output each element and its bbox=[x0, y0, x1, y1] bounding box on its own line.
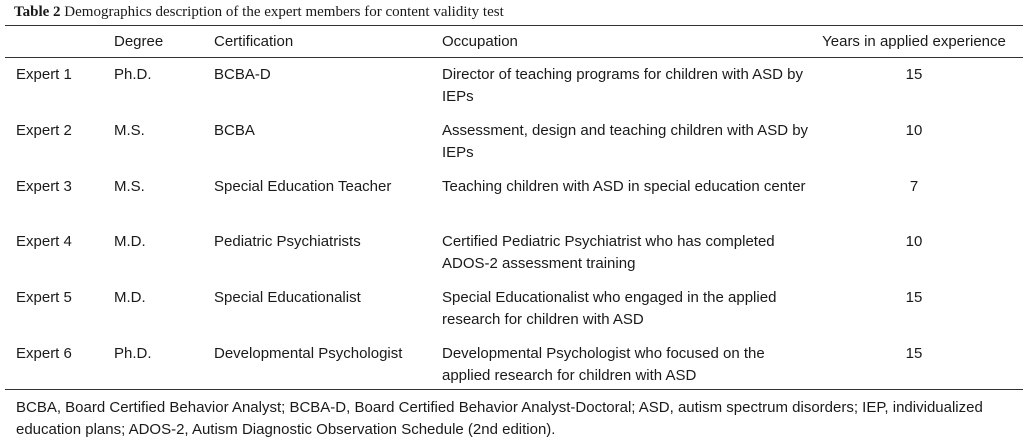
certification-cell: BCBA-D bbox=[214, 66, 271, 83]
expert-cell: Expert 2 bbox=[16, 122, 72, 139]
header-years: Years in applied experience bbox=[822, 33, 1006, 50]
header-degree: Degree bbox=[114, 33, 164, 50]
expert-cell: Expert 4 bbox=[16, 233, 72, 250]
table-footnote: BCBA, Board Certified Behavior Analyst; BCBA-D, Board Certified Behavior Analyst-Doctoral; ASD, autism spectrum disorders; IEP, individualized education plans; ADOS-2, Autism Diagnostic Observation Schedule (2nd edition). bbox=[16, 399, 983, 438]
years-cell: 10 bbox=[905, 122, 923, 139]
top-rule bbox=[5, 25, 1023, 26]
certification-cell: Pediatric Psychiatrists bbox=[214, 233, 361, 250]
years-cell: 15 bbox=[905, 289, 923, 306]
certification-cell: Special Education Teacher bbox=[214, 178, 392, 195]
years-cell: 10 bbox=[905, 233, 923, 250]
table-caption bbox=[14, 3, 504, 21]
years-cell: 7 bbox=[909, 178, 919, 195]
occupation-cell: Developmental Psychologist who focused on the applied research for children with ASD bbox=[442, 345, 765, 384]
header-rule bbox=[5, 57, 1023, 58]
header-certification: Certification bbox=[214, 33, 294, 50]
expert-cell: Expert 5 bbox=[16, 289, 72, 306]
certification-cell: Developmental Psychologist bbox=[214, 345, 403, 362]
occupation-cell: Teaching children with ASD in special education center bbox=[442, 178, 806, 195]
table-number: Table 2 bbox=[14, 4, 61, 20]
years-cell: 15 bbox=[905, 66, 923, 83]
certification-cell: Special Educationalist bbox=[214, 289, 361, 306]
expert-cell: Expert 3 bbox=[16, 178, 72, 195]
degree-cell: Ph.D. bbox=[114, 66, 152, 83]
degree-cell: Ph.D. bbox=[114, 345, 152, 362]
occupation-cell: Assessment, design and teaching children with ASD by IEPs bbox=[442, 122, 809, 161]
expert-cell: Expert 1 bbox=[16, 66, 72, 83]
bottom-rule bbox=[5, 389, 1023, 390]
degree-cell: M.D. bbox=[114, 233, 146, 250]
certification-cell: BCBA bbox=[214, 122, 255, 139]
expert-cell: Expert 6 bbox=[16, 345, 72, 362]
degree-cell: M.D. bbox=[114, 289, 146, 306]
degree-cell: M.S. bbox=[114, 178, 145, 195]
years-cell: 15 bbox=[905, 345, 923, 362]
header-occupation: Occupation bbox=[442, 33, 518, 50]
occupation-cell: Certified Pediatric Psychiatrist who has completed ADOS-2 assessment training bbox=[442, 233, 775, 272]
occupation-cell: Director of teaching programs for children with ASD by IEPs bbox=[442, 66, 803, 105]
degree-cell: M.S. bbox=[114, 122, 145, 139]
table-title: Demographics description of the expert members for content validity test bbox=[64, 4, 504, 20]
occupation-cell: Special Educationalist who engaged in the applied research for children with ASD bbox=[442, 289, 777, 328]
